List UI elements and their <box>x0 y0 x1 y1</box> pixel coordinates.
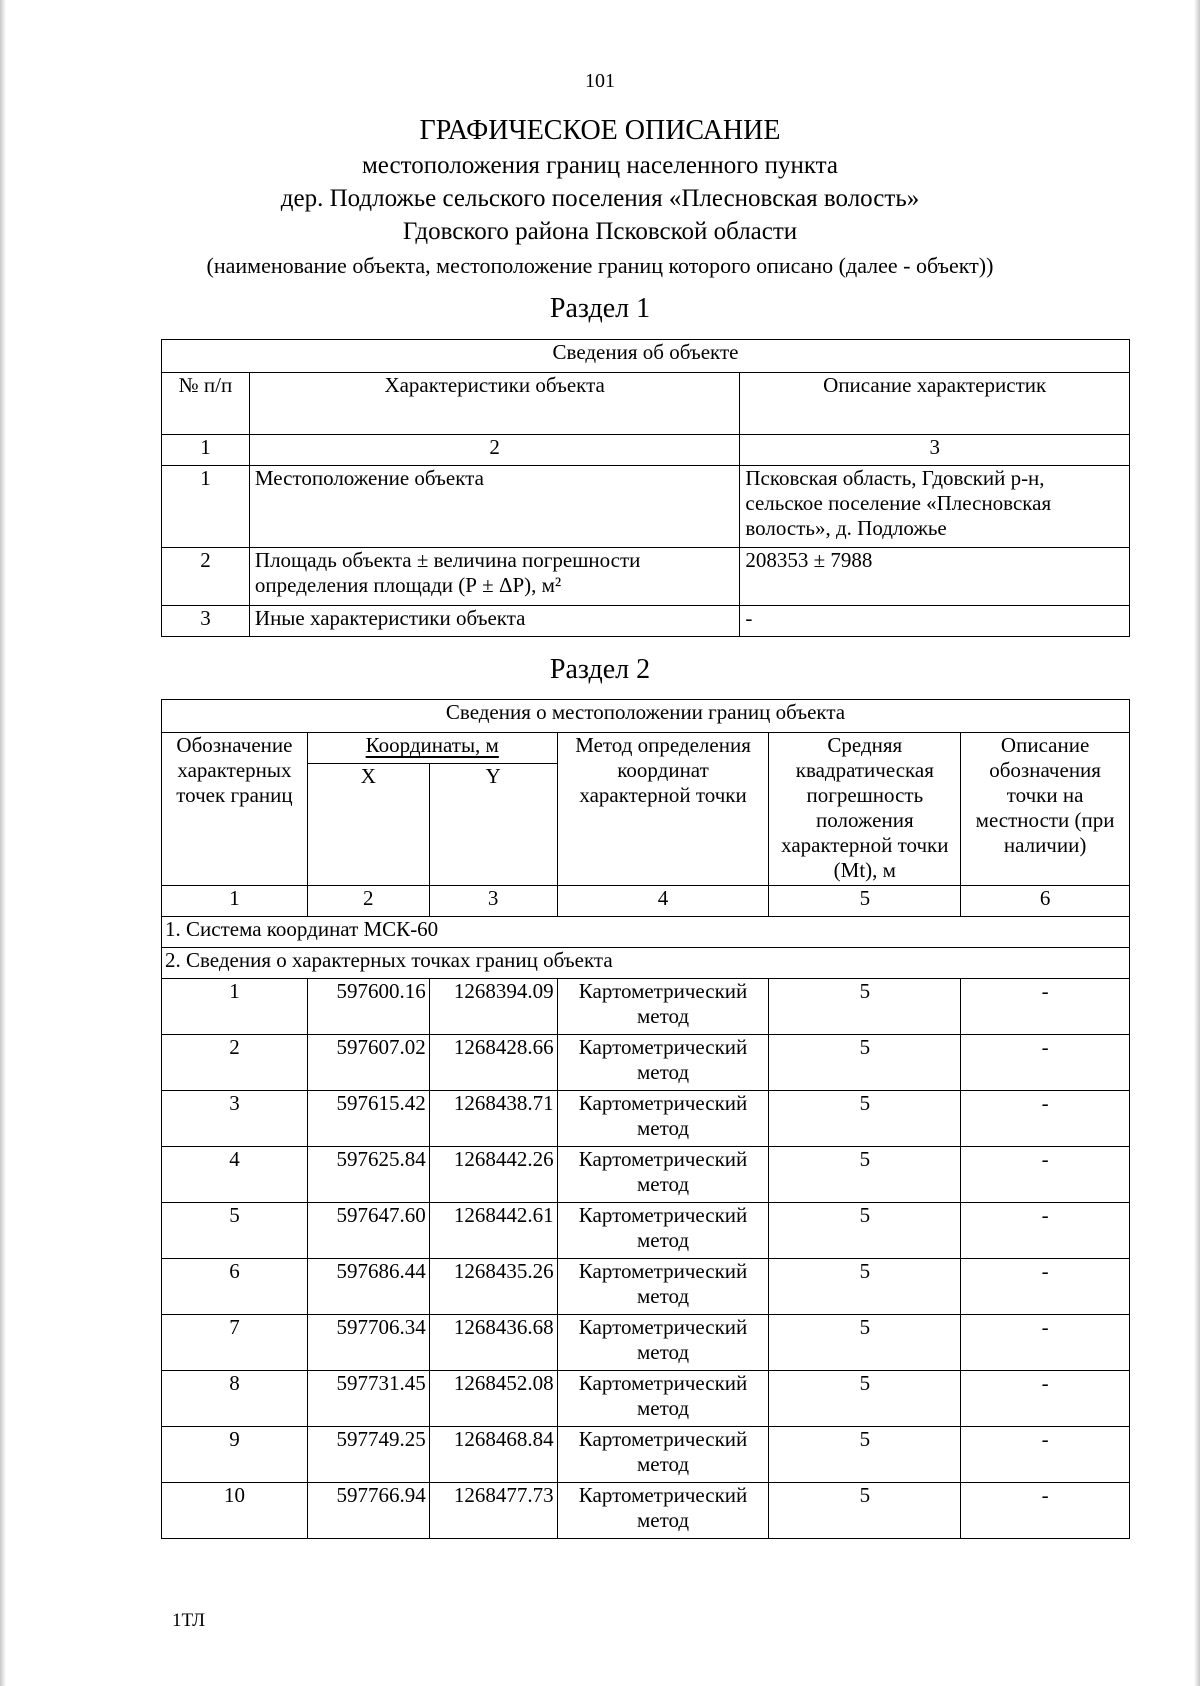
point-id: 10 <box>162 1483 308 1539</box>
point-method: Картометрический метод <box>557 1371 769 1427</box>
table-row <box>162 466 1130 548</box>
point-y: 1268428.66 <box>429 1035 557 1091</box>
point-error: 5 <box>769 1315 961 1371</box>
point-y: 1268442.26 <box>429 1147 557 1203</box>
point-id: 8 <box>162 1371 308 1427</box>
point-method: Картометрический метод <box>557 979 769 1035</box>
row-num: 3 <box>162 606 250 637</box>
row-num: 2 <box>162 548 250 606</box>
boundary-points-table <box>161 699 1130 1539</box>
table-row <box>162 1315 1130 1371</box>
header-designation: Обозначение характерных точек границ <box>162 733 308 886</box>
point-y: 1268394.09 <box>429 979 557 1035</box>
footer-mark: 1ТЛ <box>172 1610 206 1631</box>
page-number: 101 <box>585 70 615 92</box>
point-method: Картометрический метод <box>557 1315 769 1371</box>
header-x: X <box>307 764 429 886</box>
point-error: 5 <box>769 979 961 1035</box>
point-y: 1268477.73 <box>429 1483 557 1539</box>
point-description: - <box>961 1427 1130 1483</box>
point-x: 597766.94 <box>307 1483 429 1539</box>
table-row <box>162 1203 1130 1259</box>
table-row <box>162 548 1130 606</box>
index-cell: 6 <box>961 886 1130 917</box>
point-x: 597706.34 <box>307 1315 429 1371</box>
index-cell: 1 <box>162 435 250 466</box>
table-row <box>162 1259 1130 1315</box>
point-description: - <box>961 1091 1130 1147</box>
point-id: 4 <box>162 1147 308 1203</box>
header-method: Метод определения координат характерной точки <box>557 733 769 886</box>
point-id: 3 <box>162 1091 308 1147</box>
point-id: 6 <box>162 1259 308 1315</box>
index-cell: 1 <box>162 886 308 917</box>
index-cell: 2 <box>307 886 429 917</box>
row-name: Иные характеристики объекта <box>249 606 739 637</box>
index-cell: 4 <box>557 886 769 917</box>
point-method: Картометрический метод <box>557 1147 769 1203</box>
coordinate-system-row: 1. Система координат МСК-60 <box>162 917 1130 948</box>
point-method: Картометрический метод <box>557 1259 769 1315</box>
table-row <box>162 1147 1130 1203</box>
object-info-table <box>161 339 1130 637</box>
row-name: Площадь объекта ± величина погрешности определения площади (Р ± ΔР), м² <box>249 548 739 606</box>
title-main: ГРАФИЧЕСКОЕ ОПИСАНИЕ <box>419 115 781 146</box>
point-x: 597647.60 <box>307 1203 429 1259</box>
point-description: - <box>961 979 1130 1035</box>
point-id: 7 <box>162 1315 308 1371</box>
index-cell: 2 <box>249 435 739 466</box>
row-name: Местоположение объекта <box>249 466 739 548</box>
point-x: 597607.02 <box>307 1035 429 1091</box>
table-title: Сведения об объекте <box>162 340 1130 373</box>
header-description: Описание обозначения точки на местности (при наличии) <box>961 733 1130 886</box>
point-description: - <box>961 1483 1130 1539</box>
title-line-2: дер. Подложье сельского поселения «Плесновская волость» <box>280 185 920 212</box>
table-row <box>162 1427 1130 1483</box>
header-coordinates <box>307 733 557 764</box>
point-error: 5 <box>769 1371 961 1427</box>
section-1-heading: Раздел 1 <box>549 293 651 324</box>
point-x: 597625.84 <box>307 1147 429 1203</box>
index-cell: 3 <box>429 886 557 917</box>
table-row <box>162 1371 1130 1427</box>
point-method: Картометрический метод <box>557 1203 769 1259</box>
point-method: Картометрический метод <box>557 1427 769 1483</box>
row-value: Псковская область, Гдовский р-н, сельское поселение «Плесновская волость», д. Подложье <box>740 466 1130 548</box>
table-row <box>162 1035 1130 1091</box>
header-coordinates-label: Координаты, м <box>365 733 499 757</box>
point-y: 1268452.08 <box>429 1371 557 1427</box>
point-error: 5 <box>769 1035 961 1091</box>
point-description: - <box>961 1371 1130 1427</box>
point-error: 5 <box>769 1259 961 1315</box>
header-num: № п/п <box>162 373 250 435</box>
point-y: 1268436.68 <box>429 1315 557 1371</box>
point-y: 1268438.71 <box>429 1091 557 1147</box>
table-row <box>162 979 1130 1035</box>
point-id: 1 <box>162 979 308 1035</box>
point-description: - <box>961 1315 1130 1371</box>
point-description: - <box>961 1147 1130 1203</box>
title-line-3: Гдовского района Псковской области <box>402 218 798 245</box>
point-y: 1268442.61 <box>429 1203 557 1259</box>
table-row <box>162 1091 1130 1147</box>
point-id: 5 <box>162 1203 308 1259</box>
point-error: 5 <box>769 1427 961 1483</box>
point-x: 597731.45 <box>307 1371 429 1427</box>
point-description: - <box>961 1035 1130 1091</box>
point-description: - <box>961 1259 1130 1315</box>
point-error: 5 <box>769 1483 961 1539</box>
document-title <box>0 113 1200 282</box>
point-error: 5 <box>769 1203 961 1259</box>
table-row <box>162 606 1130 637</box>
header-description: Описание характеристик <box>740 373 1130 435</box>
point-error: 5 <box>769 1091 961 1147</box>
table-title: Сведения о местоположении границ объекта <box>162 700 1130 733</box>
point-id: 2 <box>162 1035 308 1091</box>
title-note: (наименование объекта, местоположение границ которого описано (далее - объект)) <box>206 253 994 278</box>
point-x: 597600.16 <box>307 979 429 1035</box>
point-method: Картометрический метод <box>557 1483 769 1539</box>
index-cell: 5 <box>769 886 961 917</box>
point-x: 597749.25 <box>307 1427 429 1483</box>
point-error: 5 <box>769 1147 961 1203</box>
point-method: Картометрический метод <box>557 1035 769 1091</box>
points-body <box>162 979 1130 1539</box>
point-x: 597615.42 <box>307 1091 429 1147</box>
points-info-row: 2. Сведения о характерных точках границ объекта <box>162 948 1130 979</box>
point-id: 9 <box>162 1427 308 1483</box>
header-y: Y <box>429 764 557 886</box>
table-row <box>162 1483 1130 1539</box>
row-value: - <box>740 606 1130 637</box>
header-characteristics: Характеристики объекта <box>249 373 739 435</box>
row-num: 1 <box>162 466 250 548</box>
point-x: 597686.44 <box>307 1259 429 1315</box>
row-value: 208353 ± 7988 <box>740 548 1130 606</box>
point-description: - <box>961 1203 1130 1259</box>
header-error: Средняя квадратическая погрешность положения характерной точки (Mt), м <box>769 733 961 886</box>
point-y: 1268468.84 <box>429 1427 557 1483</box>
point-method: Картометрический метод <box>557 1091 769 1147</box>
title-line-1: местоположения границ населенного пункта <box>361 152 838 179</box>
index-cell: 3 <box>740 435 1130 466</box>
point-y: 1268435.26 <box>429 1259 557 1315</box>
section-2-heading: Раздел 2 <box>549 654 651 685</box>
